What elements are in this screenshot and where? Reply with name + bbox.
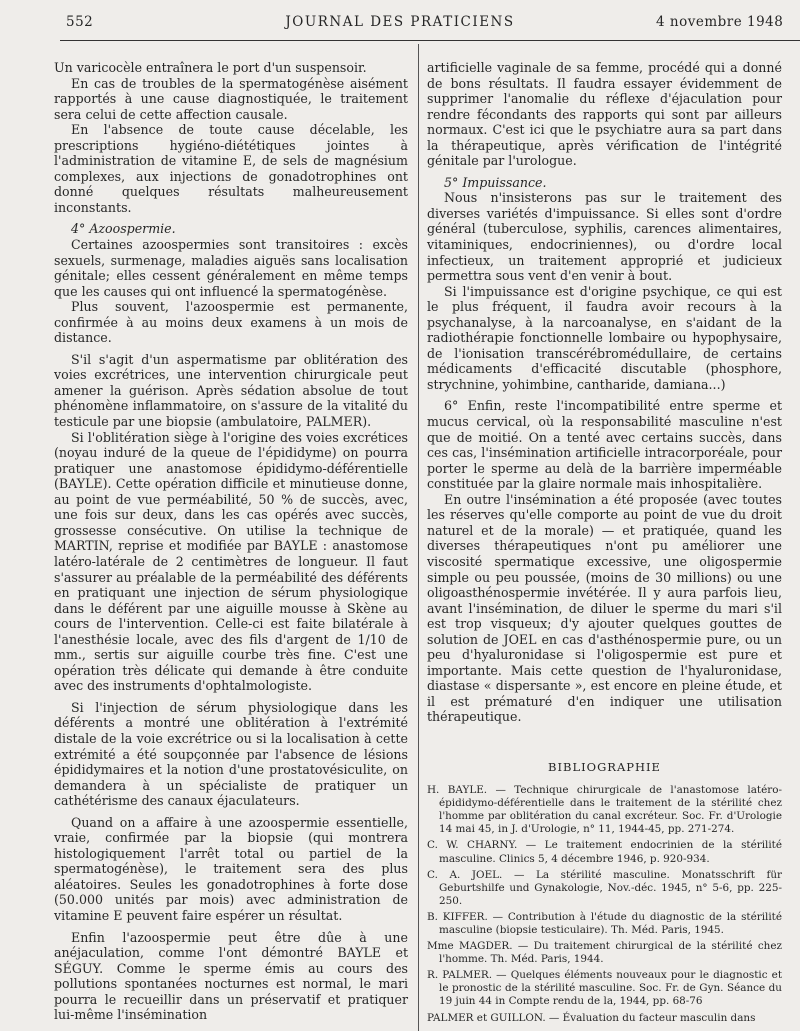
bibliography-entry: Mme MAGDER. — Du traitement chirurgical de la stérilité chez l'homme. Th. Méd. Paris, 1944.: [427, 940, 782, 966]
page-number: 552: [66, 14, 94, 30]
running-header: [0, 14, 800, 36]
right-column: [427, 60, 782, 1028]
section-heading-azoospermie: 4° Azoospermie.: [71, 221, 176, 237]
bibliography-entry: PALMER et GUILLON. — Évaluation du facteur masculin dans: [427, 1011, 756, 1024]
column-divider: [418, 44, 419, 1031]
bibliography-entry: C. W. CHARNY. — Le traitement endocrinien de la stérilité masculine. Clinics 5, 4 décembre 1946, p. 920-934.: [427, 839, 782, 865]
bibliography-entry: H. BAYLE. — Technique chirurgicale de l'anastomose latéro-épididymo-déférentielle dans le traitement de la stérilité chez l'homme par oblitération du canal excréteur. Soc. Fr. d'Urologie 14 mai 45, in J. d'Urologie, n° 11, 1944-45, pp. 271-274.: [427, 784, 782, 836]
bibliography-entry: C. A. JOEL. — La stérilité masculine. Monatsschrift für Geburtshilfe und Gynakologie, Nov.-déc. 1945, n° 5-6, pp. 225-250.: [427, 868, 782, 907]
paragraph: Un varicocèle entraînera le port d'un suspensoir.: [54, 60, 367, 75]
bibliography-entry: R. PALMER. — Quelques éléments nouveaux pour le diagnostic et le pronostic de la stérilité masculine. Soc. Fr. de Gyn. Séance du 19 juin 44 in Compte rendu de la, 1944, pp. 68-76: [427, 969, 782, 1008]
paragraph: Si l'impuissance est d'origine psychique, ce qui est le plus fréquent, il faudra avoir recours à la psychanalyse, à la narcoanalyse, en s'aidant de la radiothérapie fonctionnelle lombaire ou hypophysaire, de l'ionisation transcérébromédullaire, de certains médicaments d'efficacité discutable (phosphore, strychnine, yohimbine, cantharide, damiana...): [427, 283, 782, 392]
paragraph: En l'absence de toute cause décelable, les prescriptions hygiéno-diététiques jointes à l'administration de vitamine E, de sels de magnésium complexes, aux injections de gonadotrophines ont donné quelques résultats malheureusement inconstants.: [54, 122, 408, 215]
paragraph: S'il s'agit d'un aspermatisme par oblitération des voies excrétrices, une intervention chirurgicale peut amener la guérison. Après sédation absolue de tout phénomène inflammatoire, on s'assure de la vitalité du testicule par une biopsie (ambulatoire, PALMER).: [54, 351, 408, 430]
paragraph: Si l'oblitération siège à l'origine des voies excrétices (noyau induré de la queue de l'épididyme) on pourra pratiquer une anastomose épididymo-déférentielle (BAYLE). Cette opération difficile et minutieuse donne, au point de vue perméabilité, 50 % de succès, avec, une fois sur deux, dans les cas opérés avec succès, grossesse consécutive. On utilise la technique de MARTIN, reprise et modifiée par BAYLE : anastomose latéro-latérale de 2 centimètres de longueur. Il faut s'assurer au préalable de la perméabilité des déférents en pratiquant une injection de sérum physiologique dans le déférent par une aiguille mousse à Skène au cours de l'intervention. Celle-ci est faite bilatérale à l'anesthésie locale, avec des fils d'argent de 1/10 de mm., sertis sur aiguille courbe très fine. C'est une opération très délicate qui demande à être conduite avec des instruments d'ophtalmologiste.: [54, 429, 408, 694]
section-heading-impuissance: 5° Impuissance.: [444, 174, 547, 190]
paragraph: Certaines azoospermies sont transitoires : excès sexuels, surmenage, maladies aiguës sans localisation génitale; elles cessent généralement en même temps que les causes qui ont influencé la spermatogénèse.: [54, 237, 408, 299]
bibliography-entry: B. KIFFER. — Contribution à l'étude du diagnostic de la stérilité masculine (biopsie testiculaire). Th. Méd. Paris, 1945.: [427, 910, 782, 936]
bibliography: [427, 761, 782, 1025]
paragraph: En cas de troubles de la spermatogénèse aisément rapportés à une cause diagnostiquée, le traitement sera celui de cette affection causale.: [54, 75, 408, 122]
paragraph: Plus souvent, l'azoospermie est permanente, confirmée à au moins deux examens à un mois de distance.: [54, 299, 408, 346]
left-column: [54, 60, 408, 1023]
bibliography-title: BIBLIOGRAPHIE: [548, 759, 661, 774]
paragraph: artificielle vaginale de sa femme, procédé qui a donné de bons résultats. Il faudra essayer évidemment de supprimer l'anomalie du réflexe d'éjaculation pour rendre fécondants des rapports qui sont par ailleurs normaux. C'est ici que le psychiatre aura sa part dans la thérapeutique, après vérification de l'intégrité génitale par l'urologue.: [427, 60, 782, 169]
paragraph: 6° Enfin, reste l'incompatibilité entre sperme et mucus cervical, où la responsabilité masculine n'est que de moitié. On a tenté avec certains succès, dans ces cas, l'insémination artificielle intracorporéale, pour porter le sperme au delà de la barrière imperméable constituée par la glaire normale mais inhospitalière.: [427, 398, 782, 492]
paragraph: Quand on a affaire à une azoospermie essentielle, vraie, confirmée par la biopsie (qui montrera histologiquement l'arrêt total ou partiel de la spermatogénèse), le traitement sera des plus aléatoires. Seules les gonadotrophines à forte dose (50.000 unités par mois) avec administration de vitamine E peuvent faire espérer un résultat.: [54, 814, 408, 923]
journal-title: JOURNAL DES PRATICIENS: [285, 14, 515, 30]
paragraph: Enfin l'azoospermie peut être dûe à une anéjaculation, comme l'ont démontré BAYLE et SÉGUY. Comme le sperme émis au cours des pollutions spontanées nocturnes est normal, le mari pourra le recueillir dans un préservatif et pratiquer lui-même l'insémination: [54, 929, 408, 1023]
paragraph: Si l'injection de sérum physiologique dans les déférents a montré une oblitération à l'extrémité distale de la voie excrétrice ou si la localisation à cette extrémité a été soupçonnée par l'absence de lésions épididymaires et la notion d'une prostatovésiculite, on demandera à un spécialiste de pratiquer un cathétérisme des canaux éjaculateurs.: [54, 699, 408, 809]
paragraph: En outre l'insémination a été proposée (avec toutes les réserves qu'elle comporte au point de vue du droit naturel et de la morale) — et pratiquée, quand les diverses thérapeutiques n'ont pu améliorer une viscosité spermatique excessive, une oligospermie simple ou peu poussée, (moins de 30 millions) ou une oligoasthénospermie invétérée. Il y aura parfois lieu, avant l'insémination, de diluer le sperme du mari s'il est trop visqueux; d'y ajouter quelques gouttes de solution de JOEL en cas d'asthénospermie pure, ou un peu d'hyaluronidase si l'oligospermie est pure et importante. Mais cette question de l'hyaluronidase, diastase « dispersante », est encore en pleine étude, et il est prématuré d'en indiquer une utilisation thérapeutique.: [427, 491, 782, 725]
issue-date: 4 novembre 1948: [656, 14, 784, 30]
header-rule: [60, 40, 800, 41]
paragraph: Nous n'insisterons pas sur le traitement des diverses variétés d'impuissance. Si elles sont d'ordre général (tuberculose, syphilis, carences alimentaires, vitaminiques, endocriniennes), ou d'ordre local infectieux, un traitement approprié et judicieux permettra sous vent d'en venir à bout.: [427, 190, 782, 284]
